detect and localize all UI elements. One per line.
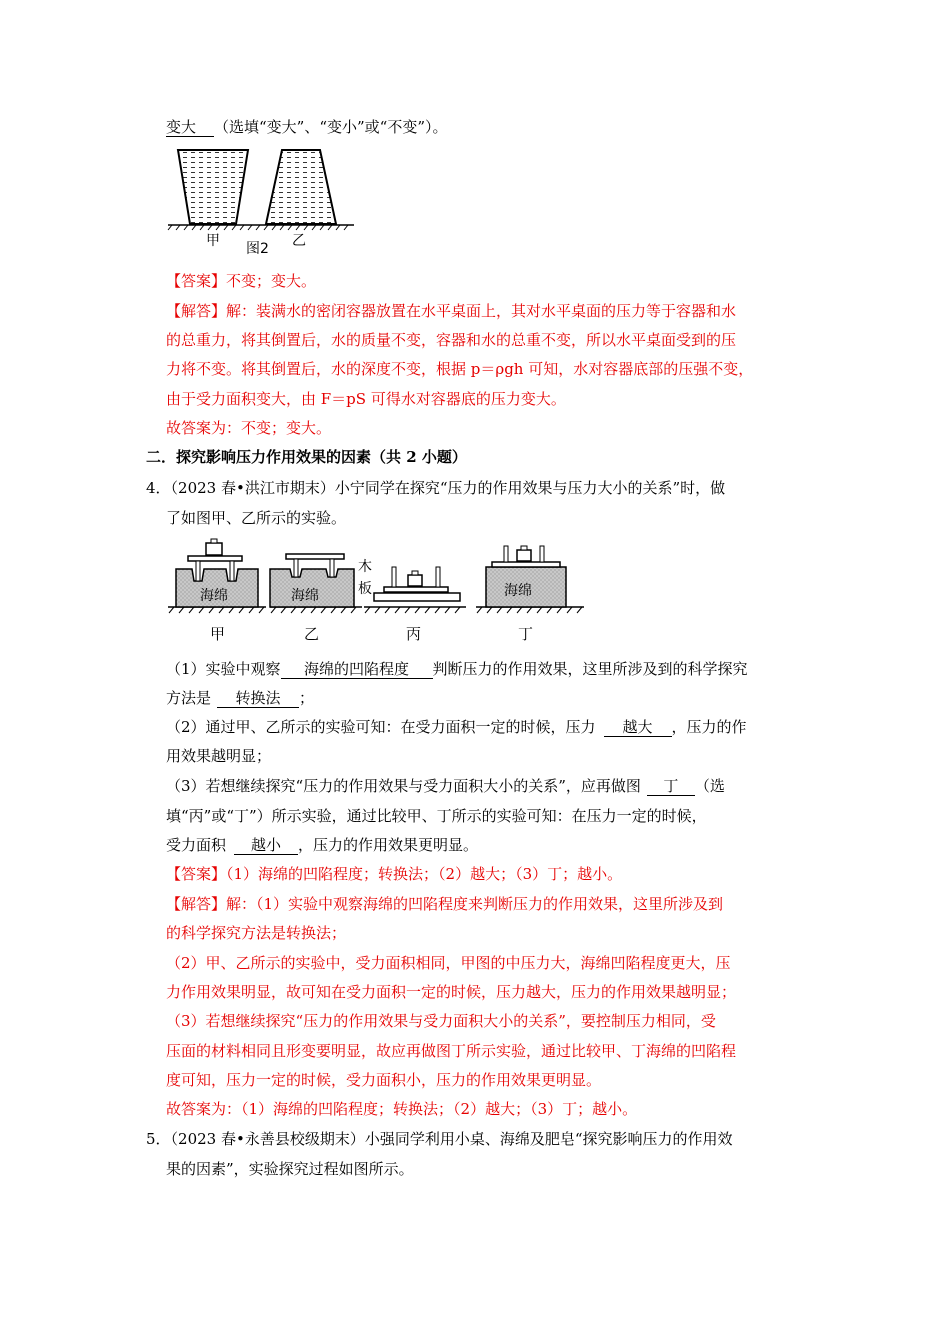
q3-analysis-line: 由于受力面积变大，由 F＝pS 可得水对容器底的压力变大。: [166, 390, 566, 408]
answer-blank: 越大: [604, 718, 672, 737]
figure-caption: 图2: [246, 241, 269, 257]
answer-blank: 海绵的凹陷程度: [281, 660, 433, 679]
q4-part2-line: （2）通过甲、乙所示的实验可知：在受力面积一定的时候，压力 越大 ，压力的作: [166, 718, 747, 736]
q4-stem-line: 4．（2023 春•洪江市期末）小宁同学在探究“压力的作用效果与压力大小的关系”时，做: [146, 479, 726, 497]
q4-stem-line: 了如图甲、乙所示的实验。: [166, 509, 347, 527]
instruction-text: （选填“变大”、“变小”或“不变”）。: [214, 118, 448, 136]
label-jia: 甲: [210, 625, 226, 643]
q4-analysis-line: （2）甲、乙所示的实验中，受力面积相同，甲图的中压力大，海绵凹陷程度更大，压: [166, 954, 731, 972]
q4-answer: 【答案】（1）海绵的凹陷程度；转换法；（2）越大；（3）丁；越小。: [166, 865, 623, 883]
q4-final-answer: 故答案为：（1）海绵的凹陷程度；转换法；（2）越大；（3）丁；越小。: [166, 1100, 638, 1118]
setup-bing: [358, 558, 460, 601]
container-yi: [266, 150, 336, 224]
label-ding: 丁: [518, 625, 534, 643]
answer-blank: 变大: [166, 118, 214, 137]
q4-part1-line: 方法是 转换法 ；: [166, 689, 315, 707]
board-label: 板: [358, 581, 372, 597]
q3-analysis-line: 【解答】解：装满水的密闭容器放置在水平桌面上，其对水平桌面的压力等于容器和水: [166, 302, 737, 320]
section-heading: 二．探究影响压力作用效果的因素（共 2 小题）: [146, 448, 467, 466]
q4-analysis-line: 的科学探究方法是转换法；: [166, 924, 347, 942]
label-yi: 乙: [304, 625, 320, 643]
q4-part2-line: 用效果越明显；: [166, 747, 272, 765]
q5-stem-line: 5．（2023 春•永善县校级期末）小强同学利用小桌、海绵及肥皂“探究影响压力的作用效: [146, 1130, 733, 1148]
q3-analysis-line: 的总重力，将其倒置后，水的质量不变，容器和水的总重不变，所以水平桌面受到的压: [166, 331, 737, 349]
q4-analysis-line: （3）若想继续探究“压力的作用效果与受力面积大小的关系”，要控制压力相同，受: [166, 1012, 716, 1030]
label-yi: 乙: [292, 233, 306, 249]
answer-blank: 越小: [234, 836, 298, 855]
setup-jia: [176, 539, 258, 607]
setup-ding: [486, 546, 566, 607]
board-label: 木: [358, 559, 372, 575]
q4-experiment-figure: [166, 537, 586, 649]
q4-analysis-line: 力作用效果明显，故可知在受力面积一定的时候，压力越大，压力的作用效果越明显；: [166, 983, 737, 1001]
q3-answer: 【答案】不变；变大。: [166, 272, 317, 290]
label-jia: 甲: [206, 233, 220, 249]
q3-final-answer: 故答案为：不变；变大。: [166, 419, 332, 437]
q3-analysis-line: 力将不变。将其倒置后，水的深度不变，根据 p＝ρgh 可知，水对容器底部的压强不变，: [166, 360, 754, 378]
figure-2-containers: [166, 145, 356, 257]
setup-yi: [270, 554, 354, 607]
q4-part3-line: （3）若想继续探究“压力的作用效果与受力面积大小的关系”，应再做图 丁 （选: [166, 777, 725, 795]
q4-analysis-line: 【解答】解：（1）实验中观察海绵的凹陷程度来判断压力的作用效果，这里所涉及到: [166, 895, 724, 913]
q4-part3-line: 受力面积 越小 ，压力的作用效果更明显。: [166, 836, 479, 854]
answer-blank: 转换法: [217, 689, 299, 708]
q5-stem-line: 果的因素”，实验探究过程如图所示。: [166, 1160, 414, 1178]
sponge-label: 海绵: [291, 588, 319, 604]
fill-in-line: [166, 117, 448, 137]
label-bing: 丙: [406, 625, 422, 643]
q4-part1-line: （1）实验中观察 海绵的凹陷程度 判断压力的作用效果，这里所涉及到的科学探究: [166, 660, 748, 678]
q4-part3-line: 填“丙”或“丁”）所示实验，通过比较甲、丁所示的实验可知：在压力一定的时候，: [166, 807, 707, 825]
q4-analysis-line: 压面的材料相同且形变要明显，故应再做图丁所示实验，通过比较甲、丁海绵的凹陷程: [166, 1042, 737, 1060]
ground-hatch: [169, 607, 582, 613]
q4-analysis-line: 度可知，压力一定的时候，受力面积小，压力的作用效果更明显。: [166, 1071, 602, 1089]
container-jia: [178, 150, 248, 224]
answer-blank: 丁: [647, 777, 695, 796]
sponge-label: 海绵: [504, 583, 532, 599]
sponge-label: 海绵: [200, 588, 228, 604]
